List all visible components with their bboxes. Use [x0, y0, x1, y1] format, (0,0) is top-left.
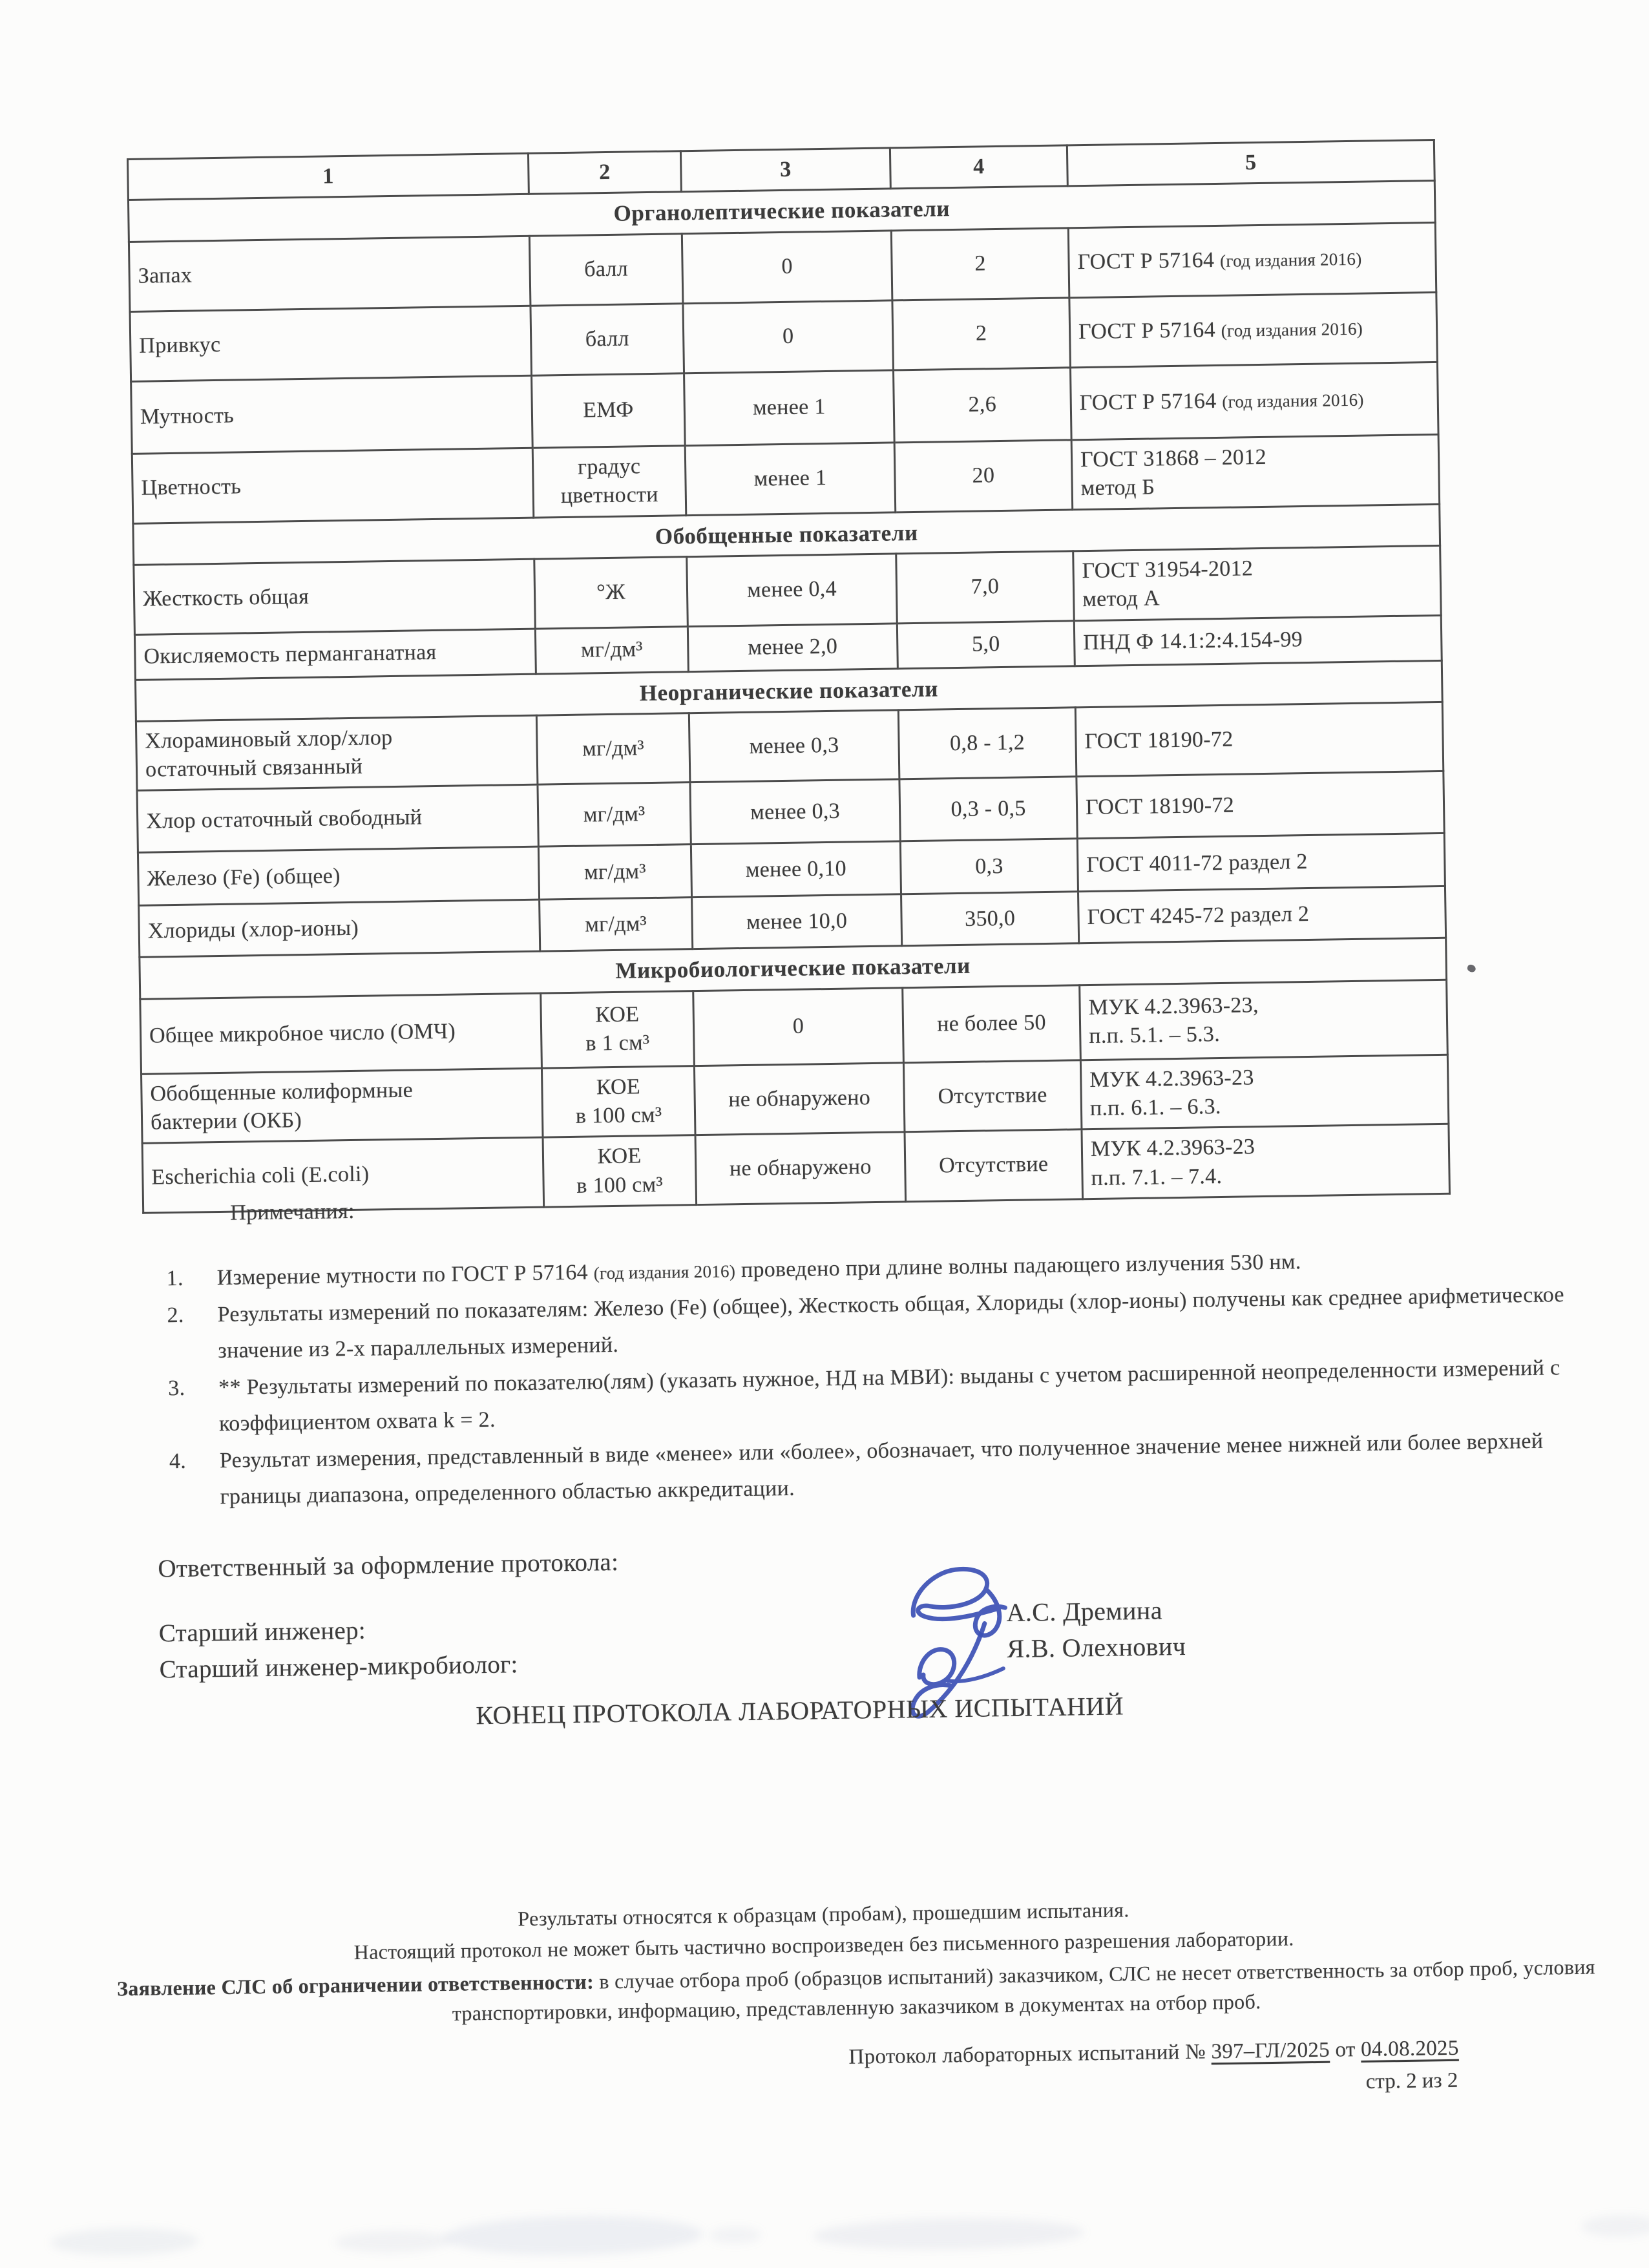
- note-number: 1.: [166, 1266, 184, 1291]
- text-token: МУК 4.2.3963-23: [1090, 1135, 1255, 1162]
- norm-value-cell: 0,3: [900, 839, 1078, 894]
- text-token: в случае отбора проб (образцов испытаний) заказчиком, СЛС не несет ответственность за отбор проб, условия транспортировки, информацию, представленную заказчиком в документах на отбор проб.: [452, 1955, 1595, 2025]
- method-cell: [1080, 1055, 1449, 1129]
- section-title: Органолептические показатели: [128, 181, 1435, 242]
- method-cell: [1070, 362, 1438, 439]
- parameter-name-cell: Окисляемость перманганатная: [134, 629, 536, 680]
- method-cell: [1073, 546, 1442, 621]
- text-token: ГОСТ Р 57164: [1078, 317, 1221, 344]
- result-value-cell: менее 0,3: [689, 710, 899, 782]
- norm-value-cell: 7,0: [896, 551, 1075, 623]
- notes-section: [165, 1175, 1599, 1516]
- scan-smudge: [335, 2230, 451, 2254]
- parameter-name-cell: Хлораминовый хлор/хлор остаточный связанный: [136, 715, 538, 791]
- note-number: 2.: [167, 1303, 184, 1328]
- norm-value-cell: 0,3 - 0,5: [899, 777, 1077, 841]
- text-token: (год издания 2016): [1222, 390, 1364, 412]
- text-token: метод А: [1082, 586, 1161, 612]
- text-token: п.п. 5.1. – 5.3.: [1089, 1022, 1221, 1049]
- column-number-cell: 2: [528, 151, 681, 194]
- unit-cell: мг/дм³: [538, 782, 691, 846]
- method-cell: [1080, 980, 1448, 1060]
- norm-value-cell: не более 50: [903, 985, 1081, 1063]
- column-number-cell: 3: [680, 148, 890, 192]
- section-title: Неорганические показатели: [135, 660, 1442, 721]
- norm-value-cell: 0,8 - 1,2: [898, 708, 1077, 779]
- method-cell: [1074, 615, 1442, 666]
- text-token: МУК 4.2.3963-23: [1089, 1066, 1254, 1092]
- method-cell: [1068, 222, 1436, 297]
- text-token: (год издания 2016): [593, 1261, 736, 1283]
- text-token: п.п. 7.1. – 7.4.: [1091, 1164, 1223, 1190]
- result-value-cell: менее 1: [685, 443, 896, 516]
- text-token: ПНД Ф 14.1:2:4.154-99: [1083, 627, 1303, 655]
- text-token: 04.08.2025: [1360, 2036, 1459, 2061]
- text-token: ГОСТ 31954-2012: [1082, 556, 1254, 583]
- footer-line-results: Результаты относятся к образцам (пробам), прошедшим испытания.: [518, 1898, 1129, 1931]
- method-cell: [1078, 887, 1446, 943]
- text-token: от: [1329, 2037, 1361, 2062]
- result-value-cell: не обнаружено: [695, 1132, 906, 1204]
- unit-cell: мг/дм³: [538, 845, 691, 899]
- result-value-cell: менее 0,10: [691, 841, 901, 898]
- unit-cell: ЕМФ: [532, 373, 686, 447]
- text-token: Результат измерения, представленный в виде «менее» или «более», обозначает, что полученное значение менее нижней или более верхней границы диапазона, определенного областью аккредитации.: [219, 1429, 1544, 1509]
- role-label-senior-engineer-microbiologist: Старший инженер-микробиолог:: [159, 1650, 518, 1684]
- text-token: Заявление СЛС об ограничении ответственности:: [116, 1969, 594, 2000]
- result-value-cell: 0: [682, 231, 892, 304]
- norm-value-cell: 2: [892, 298, 1071, 370]
- text-token: ГОСТ Р 57164: [1077, 247, 1221, 275]
- unit-cell: КОЕ в 100 см³: [541, 1066, 695, 1138]
- parameter-name-cell: Мутность: [131, 375, 533, 454]
- end-of-protocol-line: КОНЕЦ ПРОТОКОЛА ЛАБОРАТОРНЫХ ИСПЫТАНИЙ: [476, 1691, 1124, 1730]
- parameter-name-cell: Железо (Fe) (общее): [138, 847, 539, 906]
- norm-value-cell: 5,0: [897, 620, 1075, 668]
- note-number: 4.: [169, 1449, 187, 1473]
- parameter-name-cell: Жесткость общая: [134, 559, 536, 635]
- role-label-senior-engineer: Старший инженер:: [158, 1616, 366, 1648]
- text-token: ГОСТ 4011-72 раздел 2: [1086, 849, 1308, 877]
- text-token: проведено при длине волны падающего излучения 530 нм.: [735, 1250, 1301, 1283]
- text-token: метод Б: [1080, 475, 1155, 501]
- norm-value-cell: Отсутствие: [903, 1060, 1082, 1132]
- scan-smudge: [444, 2214, 703, 2257]
- text-token: ГОСТ 31868 – 2012: [1080, 445, 1267, 472]
- parameter-name-cell: Хлор остаточный свободный: [137, 785, 538, 853]
- result-value-cell: менее 0,4: [687, 554, 898, 626]
- unit-cell: градус цветности: [532, 445, 686, 517]
- scan-smudge: [812, 2216, 1084, 2251]
- scan-smudge: [709, 2227, 761, 2244]
- unit-cell: мг/дм³: [535, 626, 688, 673]
- norm-value-cell: 2: [891, 228, 1069, 300]
- ink-dot-artifact: [1466, 963, 1476, 973]
- text-token: Измерение мутности по ГОСТ Р 57164: [216, 1260, 594, 1290]
- parameter-name-cell: Запах: [129, 236, 530, 311]
- text-token: Результаты измерений по показателям: Железо (Fe) (общее), Жесткость общая, Хлориды (хлор-ионы) получены как среднее арифметическое значение из 2-х параллельных измерений.: [217, 1283, 1565, 1363]
- text-token: Протокол лабораторных испытаний №: [848, 2040, 1212, 2069]
- signer-name-dremina: А.С. Дремина: [1006, 1595, 1163, 1628]
- unit-cell: мг/дм³: [540, 898, 693, 951]
- method-cell: [1071, 434, 1440, 509]
- unit-cell: мг/дм³: [536, 713, 690, 785]
- column-number-cell: 4: [890, 145, 1067, 189]
- unit-cell: балл: [530, 303, 684, 375]
- unit-cell: КОЕ в 1 см³: [541, 991, 695, 1068]
- notes-list: [166, 1240, 1599, 1517]
- result-value-cell: 0: [693, 988, 904, 1066]
- parameter-name-cell: Привкус: [130, 306, 532, 381]
- section-title: Обобщенные показатели: [133, 504, 1440, 565]
- section-title: Микробиологические показатели: [140, 938, 1447, 999]
- method-cell: [1077, 834, 1445, 892]
- footer-line-reproduction: Настоящий протокол не может быть частично воспроизведен без письменного разрешения лаборатории.: [353, 1926, 1294, 1964]
- method-cell: [1069, 292, 1438, 367]
- responsible-label: Ответственный за оформление протокола:: [158, 1548, 619, 1583]
- result-value-cell: не обнаружено: [694, 1063, 905, 1135]
- text-token: (год издания 2016): [1221, 319, 1363, 341]
- result-value-cell: 0: [683, 300, 894, 373]
- column-number-cell: 5: [1067, 140, 1434, 186]
- column-number-cell: 1: [128, 153, 529, 200]
- text-token: (год издания 2016): [1219, 249, 1362, 271]
- results-table: [127, 139, 1451, 1214]
- text-token: 397–ГЛ/2025: [1211, 2038, 1330, 2064]
- method-cell: [1077, 772, 1444, 839]
- note-number: 3.: [167, 1376, 185, 1400]
- text-token: МУК 4.2.3963-23,: [1088, 993, 1259, 1020]
- scan-smudge: [1581, 2214, 1649, 2238]
- unit-cell: балл: [529, 233, 683, 305]
- text-token: ** Результаты измерений по показателю(лям) (указать нужное, НД на МВИ): выданы с учетом расширенной неопределенности измерений с коэффициентом охвата k = 2.: [218, 1356, 1560, 1436]
- text-token: ГОСТ Р 57164: [1079, 388, 1223, 415]
- result-value-cell: менее 0,3: [690, 779, 900, 845]
- norm-value-cell: 2,6: [893, 368, 1071, 443]
- parameter-name-cell: Хлориды (хлор-ионы): [139, 900, 540, 958]
- norm-value-cell: 350,0: [901, 892, 1079, 946]
- notes-heading: Примечания:: [229, 1199, 355, 1225]
- result-value-cell: менее 2,0: [688, 623, 898, 671]
- result-value-cell: менее 1: [684, 370, 895, 446]
- unit-cell: КОЕ в 100 см³: [543, 1135, 697, 1207]
- unit-cell: °Ж: [534, 557, 688, 629]
- norm-value-cell: Отсутствие: [905, 1129, 1083, 1201]
- text-token: ГОСТ 4245-72 раздел 2: [1087, 901, 1310, 929]
- signer-name-olekhnovich: Я.В. Олехнович: [1007, 1631, 1186, 1664]
- text-token: ГОСТ 18190-72: [1084, 727, 1234, 754]
- norm-value-cell: 20: [894, 440, 1073, 512]
- parameter-name-cell: Escherichia coli (E.coli): [142, 1137, 544, 1213]
- result-value-cell: менее 10,0: [692, 894, 902, 949]
- parameter-name-cell: Цветность: [132, 448, 534, 523]
- parameter-name-cell: Обобщенные колиформные бактерии (ОКБ): [142, 1068, 543, 1144]
- text-token: ГОСТ 18190-72: [1085, 793, 1235, 819]
- footer-page-number: стр. 2 из 2: [1365, 2068, 1458, 2094]
- text-token: п.п. 6.1. – 6.3.: [1089, 1095, 1221, 1121]
- parameter-name-cell: Общее микробное число (ОМЧ): [140, 993, 542, 1074]
- method-cell: [1075, 702, 1444, 777]
- footer-protocol-number: [848, 2037, 1459, 2070]
- scan-smudge: [50, 2227, 200, 2256]
